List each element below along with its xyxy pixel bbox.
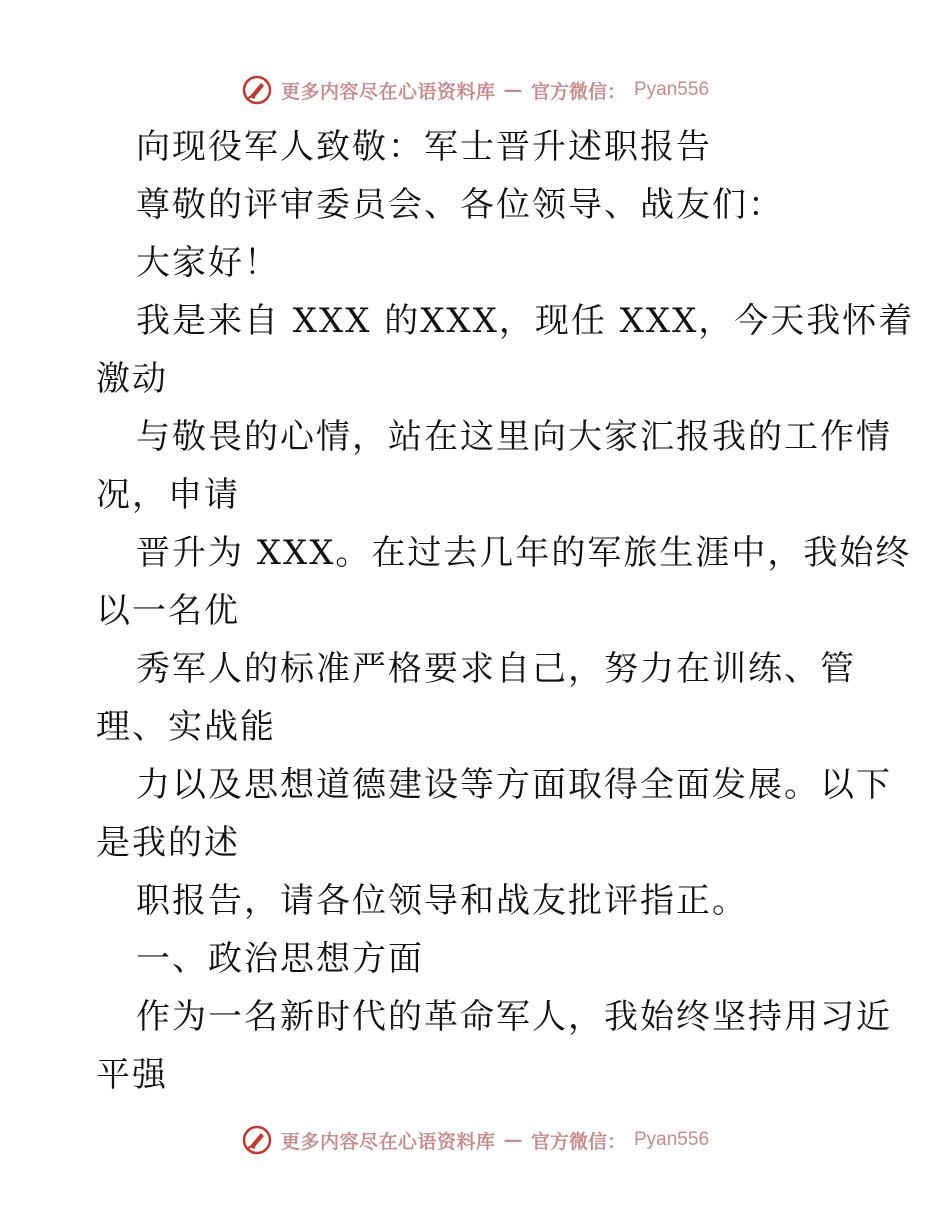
document-line: 力以及思想道德建设等方面取得全面发展。以下 bbox=[136, 765, 892, 805]
document-line: 是我的述 bbox=[96, 823, 240, 863]
document-line: 激动 bbox=[96, 359, 168, 399]
document-line: 与敬畏的心情，站在这里向大家汇报我的工作情 bbox=[136, 417, 892, 457]
banner-dash: — bbox=[503, 1129, 523, 1151]
banner-wechat-id: Pyan556 bbox=[634, 79, 710, 100]
document-line: 职报告，请各位领导和战友批评指正。 bbox=[136, 881, 748, 921]
banner-text: 更多内容尽在心语资料库 bbox=[280, 80, 496, 103]
document-line: 大家好！ bbox=[136, 243, 280, 283]
banner-wechat-label: 官方微信： bbox=[530, 80, 626, 103]
document-line: 向现役军人致敬：军士晋升述职报告 bbox=[136, 127, 712, 167]
document-line: 尊敬的评审委员会、各位领导、战友们： bbox=[136, 185, 784, 225]
header-banner bbox=[0, 70, 950, 110]
document-line: 我是来自 XXX 的XXX，现任 XXX，今天我怀着 bbox=[136, 301, 915, 341]
document-line: 一、政治思想方面 bbox=[136, 939, 424, 979]
banner-text: 更多内容尽在心语资料库 bbox=[280, 1130, 496, 1153]
document-line: 秀军人的标准严格要求自己，努力在训练、管 bbox=[136, 649, 856, 689]
document-line: 晋升为 XXX。在过去几年的军旅生涯中，我始终 bbox=[136, 533, 912, 573]
document-line: 况，申请 bbox=[96, 475, 240, 515]
document-line: 以一名优 bbox=[96, 591, 240, 631]
banner-dash: — bbox=[503, 79, 523, 101]
footer-banner bbox=[0, 1120, 950, 1160]
banner-wechat-id: Pyan556 bbox=[634, 1129, 710, 1150]
document-body bbox=[96, 118, 915, 1104]
banner-wechat-label: 官方微信： bbox=[530, 1130, 626, 1153]
document-line: 平强 bbox=[96, 1055, 168, 1095]
document-line: 理、实战能 bbox=[96, 707, 276, 747]
brand-logo-icon bbox=[241, 74, 273, 106]
brand-logo-icon bbox=[241, 1124, 273, 1156]
document-line: 作为一名新时代的革命军人，我始终坚持用习近 bbox=[136, 997, 892, 1037]
